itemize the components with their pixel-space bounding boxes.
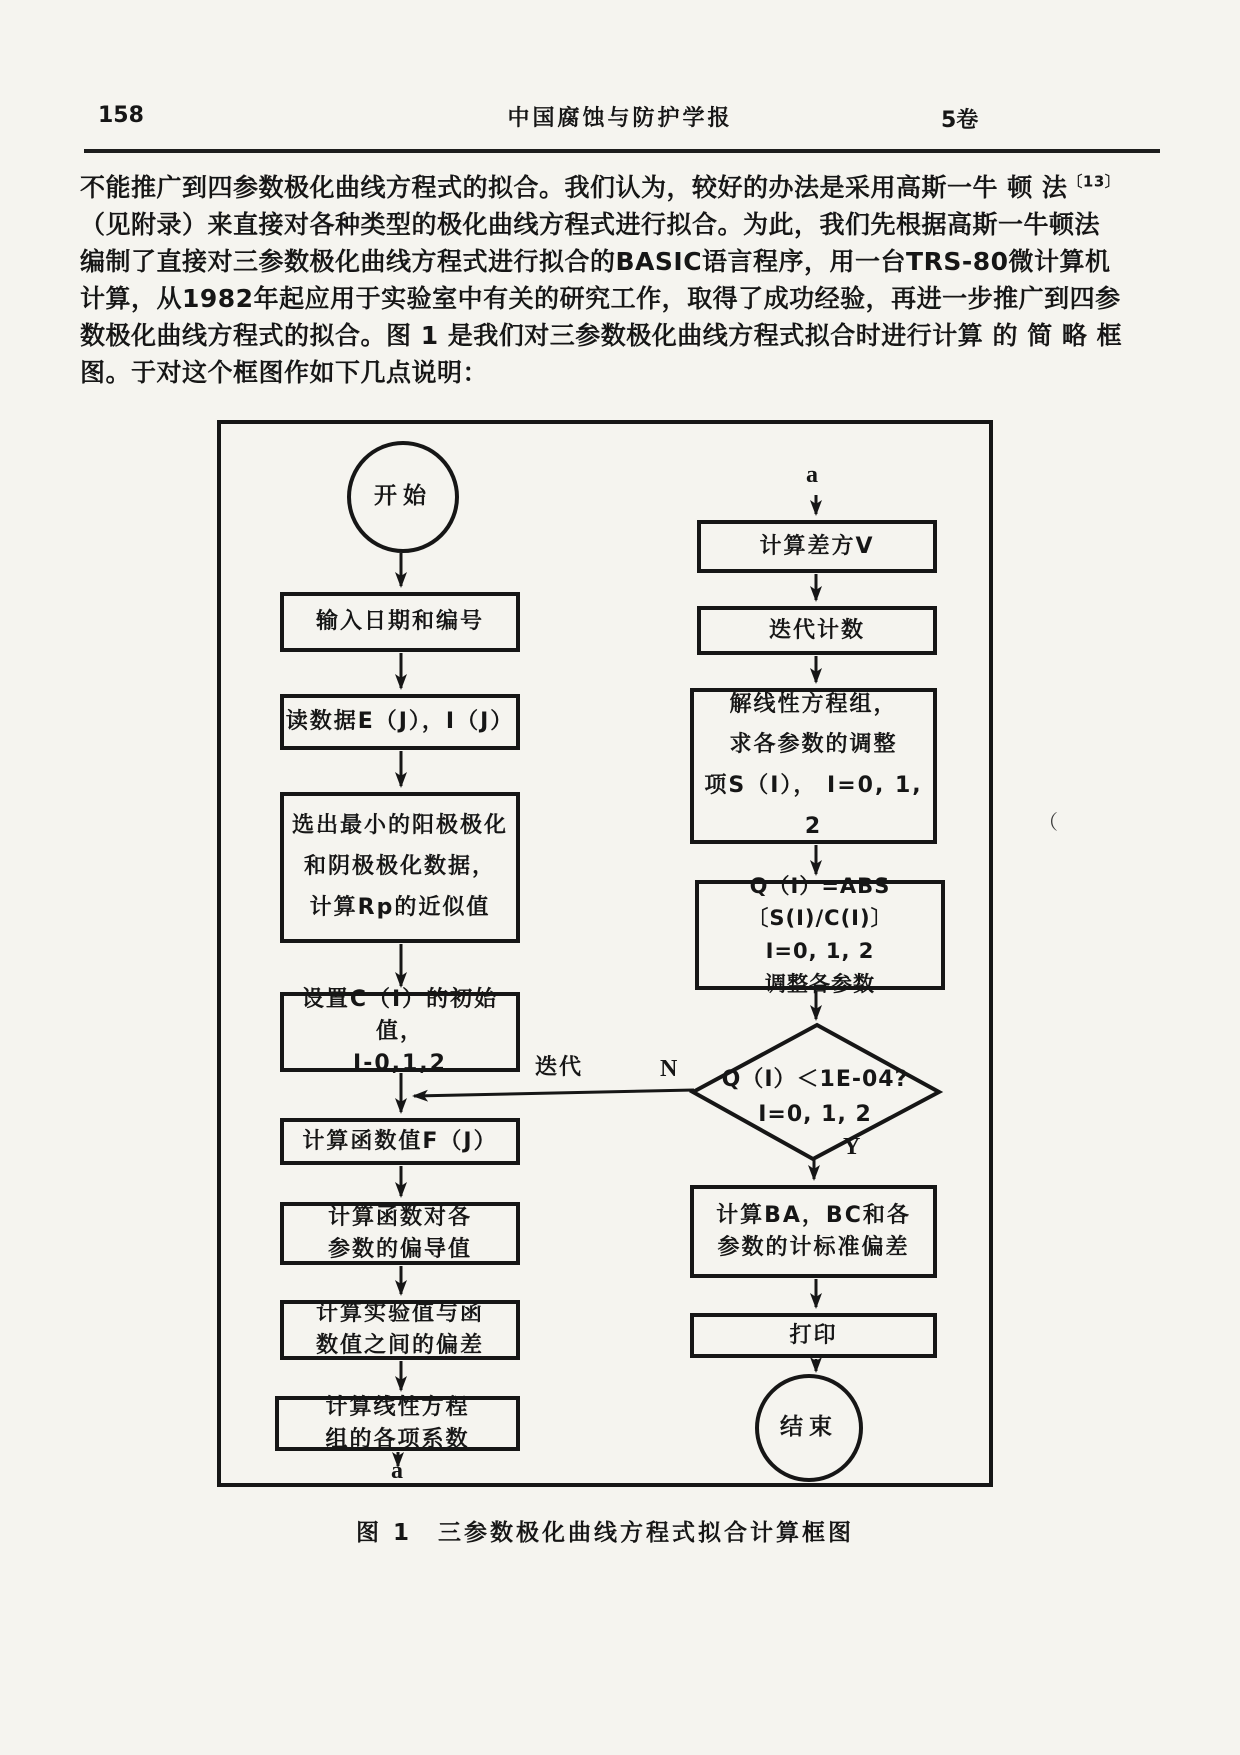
flow-box-linear-coefficients [275, 1396, 520, 1451]
branch-label-no: N [660, 1056, 678, 1082]
citation-ref: 〔13〕 [1067, 172, 1121, 191]
flow-box-line: 组的各项系数 [325, 1426, 470, 1452]
flow-box-select-min-polarization [280, 792, 520, 943]
flow-decision-range: I=0, 1, 2 [758, 1102, 872, 1127]
flow-box-partial-derivatives [280, 1202, 520, 1265]
journal-title: 中国腐蚀与防护学报 [507, 106, 733, 131]
flow-box-line: 数值之间的偏差 [315, 1333, 484, 1358]
paragraph-line: 图。于对这个框图作如下几点说明： [80, 358, 489, 387]
flow-end-node: 结束 [755, 1374, 863, 1482]
flow-decision-condition: Q（I）＜1E-04? [721, 1067, 909, 1092]
flow-box-solve-linear-system [690, 688, 937, 844]
paragraph-line: 编制了直接对三参数极化曲线方程式进行拟合的BASIC语言程序，用一台TRS-80微计算机 [80, 247, 1111, 276]
flow-box-line: I=0, 1, 2 [765, 939, 875, 963]
flow-box-line: 和阴极极化数据， [303, 854, 496, 880]
header-rule [84, 149, 1160, 153]
paragraph-line: 数极化曲线方程式的拟合。图 1 是我们对三参数极化曲线方程式拟合时进行计算 的 简 略 框 [80, 321, 1123, 350]
flow-box-line: 计算Rp的近似值 [309, 894, 491, 920]
page-number: 158 [98, 103, 144, 128]
connector-label-a-bottom: a [391, 1458, 403, 1484]
paragraph-line: 计算，从1982年起应用于实验室中有关的研究工作，取得了成功经验，再进一步推广到四参 [80, 284, 1121, 313]
flow-start-node: 开始 [347, 441, 459, 553]
stray-mark: （ [1038, 810, 1058, 834]
flow-box-line: 项S（I）， I=0, 1, 2 [704, 773, 923, 839]
volume-label: 5卷 [941, 108, 979, 133]
figure-caption: 图 1 三参数极化曲线方程式拟合计算框图 [355, 1520, 854, 1546]
flow-box-line: 计算函数对各 [327, 1204, 472, 1230]
flow-box-line: 求各参数的调整 [729, 732, 898, 758]
flow-box-line: 设置C（I）的初始值， [301, 987, 499, 1045]
flow-box-line: 选出最小的阳极极化 [291, 813, 508, 839]
flow-box-compute-variance: 计算差方V [697, 520, 937, 573]
flow-box-line: Q（I）=ABS〔S(I)/C(I)〕 [747, 873, 893, 931]
flow-box-set-initial-c [280, 987, 520, 1076]
connector-label-a-top: a [806, 462, 818, 488]
flow-box-read-data: 读数据E（J），I（J） [280, 694, 520, 750]
flow-box-input-date: 输入日期和编号 [280, 592, 520, 652]
flow-box-deviation [280, 1300, 520, 1360]
flow-box-line: 调整各参数 [765, 971, 875, 996]
flow-box-line: 计算BA，BC和各 [716, 1202, 911, 1228]
flow-box-line: 参数的偏导值 [327, 1236, 472, 1262]
flow-box-compute-ba-bc [690, 1185, 937, 1278]
branch-label-yes: Y [843, 1134, 861, 1160]
paragraph-line: （见附录）来直接对各种类型的极化曲线方程式进行拟合。为此，我们先根据高斯一牛顿法 [80, 210, 1101, 239]
flow-box-line: 计算实验值与函 [315, 1301, 484, 1327]
flow-box-compute-function-value: 计算函数值F（J） [280, 1118, 520, 1165]
paragraph-line [80, 168, 1170, 204]
flow-box-compute-q [695, 873, 945, 996]
flow-box-line: 解线性方程组， [729, 691, 898, 717]
paragraph-text: 不能推广到四参数极化曲线方程式的拟合。我们认为，较好的办法是采用高斯一牛 顿 法 [80, 173, 1068, 202]
flow-box-print: 打印 [690, 1313, 937, 1358]
loop-label: 迭代 [535, 1055, 584, 1080]
flow-box-iteration-count: 迭代计数 [697, 606, 937, 655]
flow-box-line: 计算线性方程 [325, 1394, 470, 1420]
flow-box-line: 参数的计标准偏差 [717, 1234, 910, 1260]
flow-box-line: I-0,1,2 [353, 1050, 447, 1076]
